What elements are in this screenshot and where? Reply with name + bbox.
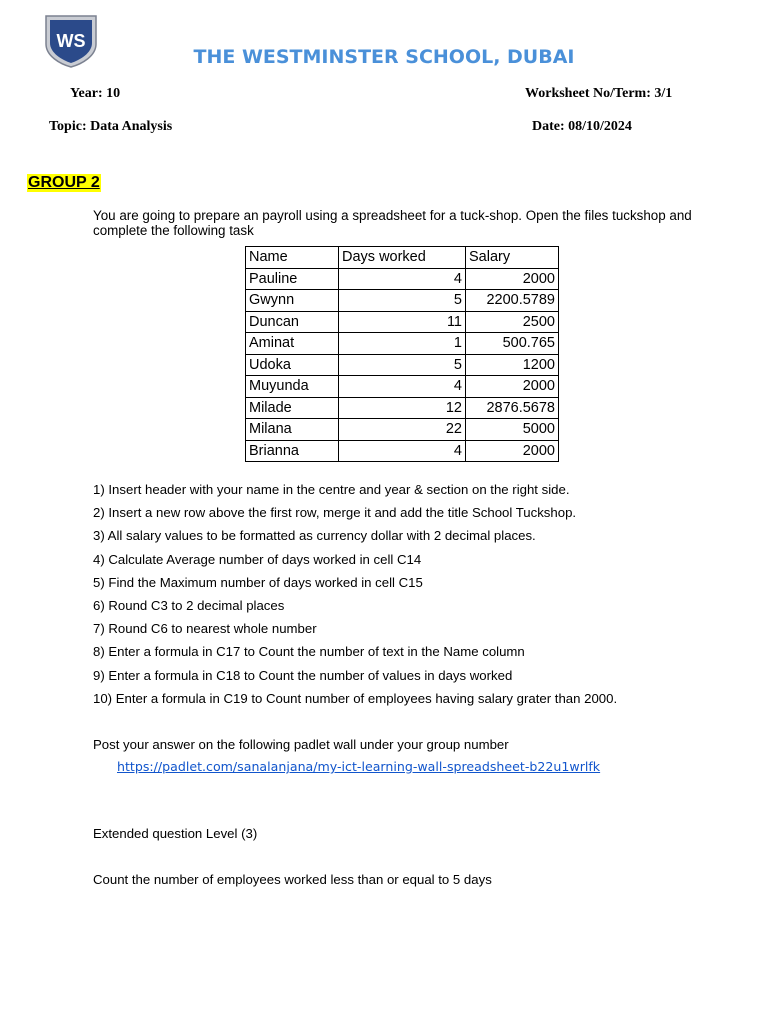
table-row [246,290,559,312]
table-cell: Aminat [246,333,339,355]
task-item: 2) Insert a new row above the first row, merge it and add the title School Tuckshop. [93,505,577,521]
table-cell: Duncan [246,311,339,333]
table-cell: Udoka [246,354,339,376]
task-item: 9) Enter a formula in C18 to Count the number of values in days worked [93,667,513,683]
task-list [93,482,617,714]
task-item: 10) Enter a formula in C19 to Count number of employees having salary grater than 2000. [93,690,618,706]
table-cell: 2500 [466,311,559,333]
post-instruction: Post your answer on the following padlet wall under your group number [93,737,509,752]
table-cell: 4 [339,268,466,290]
table-cell: Milana [246,419,339,441]
table-cell: 22 [339,419,466,441]
table-cell: Pauline [246,268,339,290]
table-header-cell: Salary [466,247,559,269]
padlet-link[interactable]: https://padlet.com/sanalanjana/my-ict-learning-wall-spreadsheet-b22u1wrlfk [117,759,601,774]
table-cell: 2000 [466,440,559,462]
table-cell: Muyunda [246,376,339,398]
intro-text: You are going to prepare an payroll using a spreadsheet for a tuck-shop. Open the files tuckshop and complete the following task [93,208,692,238]
worksheet-label: Worksheet No/Term: 3/1 [525,86,673,101]
table-cell: 2000 [466,268,559,290]
date-label: Date: 08/10/2024 [532,119,632,134]
task-item: 4) Calculate Average number of days worked in cell C14 [93,551,422,567]
task-item: 6) Round C3 to 2 decimal places [93,597,285,613]
task-item: 3) All salary values to be formatted as currency dollar with 2 decimal places. [93,528,536,544]
task-item: 5) Find the Maximum number of days worked in cell C15 [93,574,423,590]
table-row [246,376,559,398]
table-row [246,333,559,355]
group-label: GROUP 2 [28,174,100,191]
year-label: Year: 10 [70,86,121,101]
table-header-cell: Name [246,247,339,269]
school-name: THE WESTMINSTER SCHOOL, DUBAI [193,46,575,68]
table-row [246,397,559,419]
table-cell: 2000 [466,376,559,398]
table-cell: 1 [339,333,466,355]
table-row [246,311,559,333]
table-cell: 2876.5678 [466,397,559,419]
extended-question-title: Extended question Level (3) [93,826,258,841]
table-cell: 4 [339,376,466,398]
table-cell: 2200.5789 [466,290,559,312]
table-cell: 4 [339,440,466,462]
table-cell: 12 [339,397,466,419]
table-row [246,354,559,376]
table-row [246,268,559,290]
payroll-table [245,246,559,462]
topic-label: Topic: Data Analysis [49,119,173,134]
extended-question-text: Count the number of employees worked less than or equal to 5 days [93,872,492,887]
table-cell: Gwynn [246,290,339,312]
table-header-cell: Days worked [339,247,466,269]
table-cell: 500.765 [466,333,559,355]
task-item: 1) Insert header with your name in the centre and year & section on the right side. [93,482,570,497]
table-row [246,419,559,441]
table-cell: Milade [246,397,339,419]
table-cell: Brianna [246,440,339,462]
logo-text: WS [56,31,86,51]
table-cell: 11 [339,311,466,333]
table-cell: 1200 [466,354,559,376]
table-cell: 5 [339,354,466,376]
table-header-row [246,247,559,269]
task-item: 8) Enter a formula in C17 to Count the number of text in the Name column [93,644,525,660]
table-cell: 5000 [466,419,559,441]
task-item: 7) Round C6 to nearest whole number [93,621,317,637]
table-cell: 5 [339,290,466,312]
table-row [246,440,559,462]
